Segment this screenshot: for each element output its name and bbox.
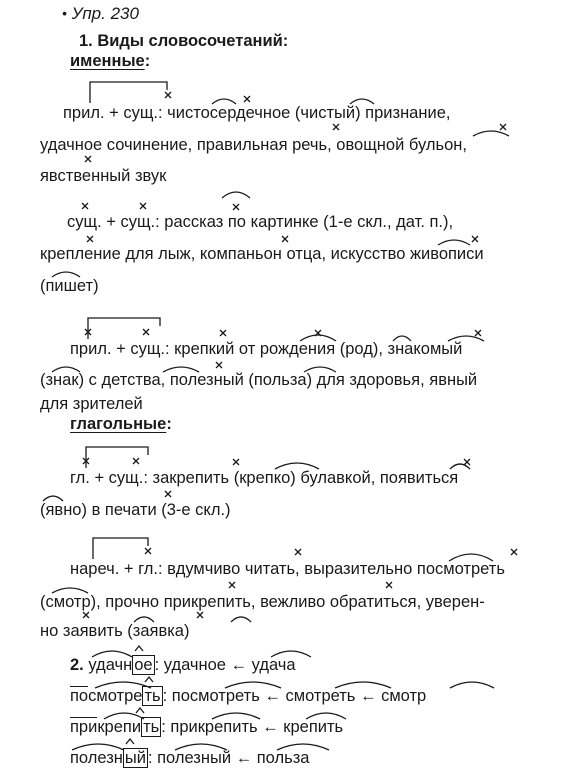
cross-mark [464,459,470,465]
cross-mark [87,236,93,242]
cross-mark [233,204,239,210]
text-line-12: нареч. + гл.: вдумчиво читать, выразительно посмотреть [70,560,505,578]
cross-mark [133,458,139,464]
text-line-6: (пишет) [40,277,99,295]
cross-mark [244,96,250,102]
morpheme-row-3 [70,717,343,737]
text-line-8: (знак) с детства, полезный (польза) для здоровья, явный [40,371,478,389]
text-line-3: явственный звук [40,167,167,185]
cross-mark [165,92,171,98]
section1-heading: 1. Виды словосочетаний: [79,32,289,50]
row4-rest: : полезный ← польза [147,749,310,767]
cross-mark [472,236,478,242]
row4-root: полезн [70,749,123,767]
morpheme-row-1 [70,655,296,675]
cross-mark [197,612,203,618]
root-arc [222,192,250,198]
cross-mark [83,612,89,618]
text-line-10: гл. + сущ.: закрепить (крепко) булавкой, появиться [70,469,459,487]
connection-arrow [88,318,160,339]
cross-mark [229,582,235,588]
row1-ending: ое [134,656,153,674]
cross-mark [216,362,222,368]
cross-mark [315,330,321,336]
row4-ending: ый [124,749,146,767]
cross-mark [140,203,146,209]
cross-mark [475,330,481,336]
connection-arrow [86,447,148,468]
row2-ending: ть [144,687,161,705]
row3-rest: : прикрепить ← крепить [161,718,344,736]
suffix-mark [145,677,153,682]
cross-mark [165,491,171,497]
exercise-number: Упр. 230 [71,4,139,23]
verbal-label-text: глагольные [70,415,167,433]
text-line-11: (явно) в печати (3-е скл.) [40,501,231,519]
cross-mark [511,549,517,555]
root-arc [231,617,251,622]
row3-prefix: при [70,718,98,736]
text-line-1: прил. + сущ.: чистосердечное (чистый) признание, [63,104,451,122]
connection-arrow [90,82,167,103]
suffix-mark [135,646,143,651]
cross-mark [143,329,149,335]
nominal-label-text: именные [70,52,145,70]
text-line-2: удачное сочинение, правильная речь, овощной бульон, [40,136,467,154]
cross-mark [295,549,301,555]
cross-mark [333,124,339,130]
row1-rest: : удачное ← удача [154,656,296,674]
row2-prefix: по [70,687,89,705]
cross-mark [220,330,226,336]
morpheme-row-2 [70,686,426,706]
text-line-14: но заявить (заявка) [40,622,190,640]
verbal-label [70,414,172,434]
suffix-mark [126,739,134,744]
text-line-7: прил. + сущ.: крепкий от рождения (род), знакомый [70,340,463,358]
bullet: • [62,5,67,21]
row2-root: смотре [88,687,143,705]
cross-mark [82,203,88,209]
root-arc [450,682,494,688]
cross-mark [85,329,91,335]
section2-number: 2. [70,656,84,674]
cross-mark [145,548,151,554]
connection-arrow [93,538,148,559]
cross-mark [500,124,506,130]
row2-rest: : посмотреть ← смотреть ← смотр [162,687,427,705]
text-line-9: для зрителей [40,395,143,413]
nominal-colon: : [144,52,151,70]
row1-root: удачн [88,656,133,674]
cross-mark [386,582,392,588]
text-line-4: сущ. + сущ.: рассказ по картинке (1-е скл., дат. п.), [67,213,454,231]
cross-mark [282,236,288,242]
cross-mark [83,458,89,464]
text-line-13: (смотр), прочно прикрепить, вежливо обратиться, уверен- [40,593,485,611]
exercise-title [62,4,139,24]
row3-ending: ть [143,718,160,736]
morpheme-row-4 [70,748,309,768]
text-line-5: крепление для лыж, компаньон отца, искусство живописи [40,245,484,263]
root-arc [473,131,509,136]
cross-mark [233,459,239,465]
nominal-label [70,51,150,71]
row3-root: крепи [97,718,142,736]
verbal-colon: : [166,415,172,433]
cross-mark [85,156,91,162]
suffix-mark [136,708,144,713]
